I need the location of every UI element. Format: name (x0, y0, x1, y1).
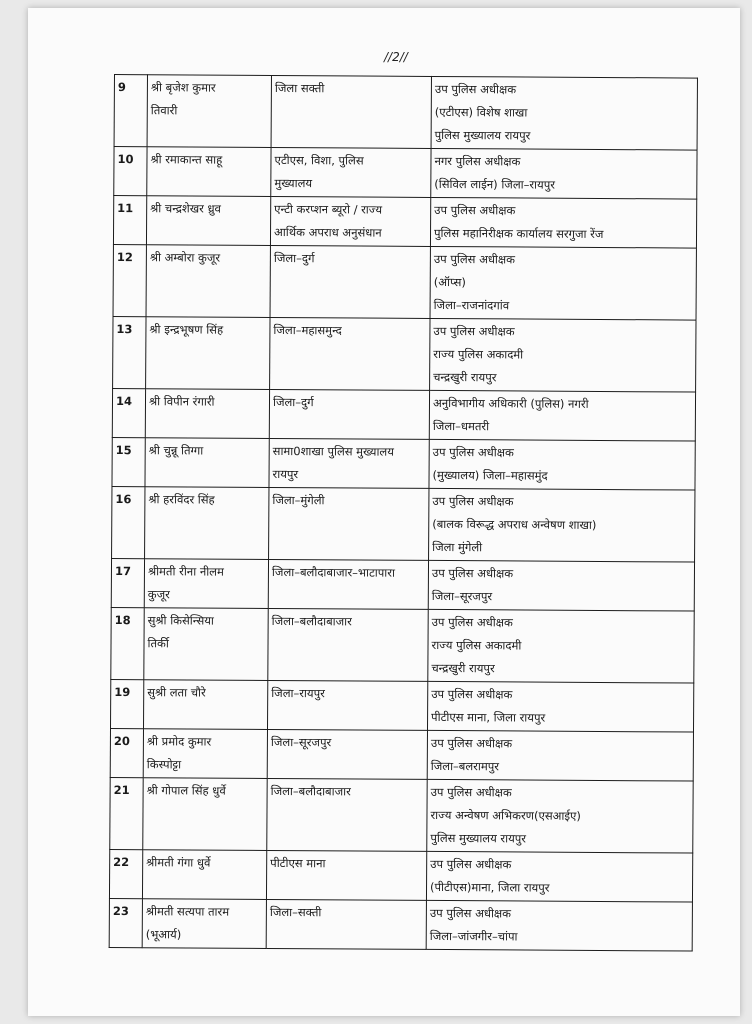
current-posting-cell (270, 317, 430, 390)
current-posting-cell (268, 559, 428, 609)
new-posting-line: उप पुलिस अधीक्षक (432, 444, 514, 460)
officer-name-line: श्री प्रमोद कुमार (146, 734, 212, 749)
table-row (109, 849, 692, 902)
new-posting-cell (428, 560, 694, 611)
new-posting-line: उप पुलिस अधीक्षक (430, 856, 512, 872)
serial-number: 9 (114, 75, 147, 147)
new-posting-line: जिला–जांजगीर–चांपा (429, 928, 518, 944)
current-posting-line: जिला–मुंगेली (272, 492, 325, 508)
officer-name-line: (भूआर्य) (145, 927, 182, 942)
officer-name-cell (144, 559, 268, 609)
new-posting-line: राज्य पुलिस अकादमी (433, 346, 524, 362)
new-posting-line: (पीटीएस)माना, जिला रायपुर (429, 879, 550, 895)
current-posting-line: जिला–सूरजपुर (270, 734, 332, 750)
table-row (112, 388, 695, 441)
new-posting-line: चन्द्रखुरी रायपुर (433, 369, 497, 385)
current-posting-line: जिला–दुर्ग (272, 394, 314, 410)
new-posting-line: (एटीएस) विशेष शाखा (434, 104, 528, 120)
new-posting-cell (427, 730, 693, 781)
new-posting-line: पुलिस मुख्यालय रायपुर (434, 127, 531, 143)
new-posting-line: राज्य पुलिस अकादमी (431, 637, 522, 653)
officer-name-cell (147, 147, 271, 197)
table-row (111, 607, 694, 683)
new-posting-cell (430, 246, 696, 320)
officer-name-line: श्रीमती गंगा धुर्वे (146, 855, 211, 870)
new-posting-line: जिला–बलरामपुर (430, 758, 500, 774)
officer-name-line: श्री रमाकान्त साहू (150, 152, 223, 167)
table-row (112, 437, 695, 490)
table-row (110, 777, 693, 853)
new-posting-line: उप पुलिस अधीक्षक (431, 686, 513, 702)
new-posting-line: (मुख्यालय) जिला–महासमुंद (432, 467, 548, 483)
table-row (113, 244, 696, 320)
new-posting-line: उप पुलिस अधीक्षक (430, 784, 512, 800)
table-row (111, 679, 694, 732)
officer-name-line: श्री अम्बोरा कुजूर (149, 250, 221, 265)
new-posting-line: उप पुलिस अधीक्षक (431, 565, 514, 581)
new-posting-cell (431, 76, 697, 150)
officer-name-line: श्री बृजेश कुमार (150, 80, 216, 95)
new-posting-line: उप पुलिस अधीक्षक (432, 493, 514, 509)
new-posting-line: (बालक विरूद्ध अपराध अन्वेषण शाखा) (432, 516, 597, 532)
officer-name-cell (145, 487, 269, 560)
officer-name-line: श्रीमती सत्यपा तारम (145, 904, 230, 919)
current-posting-line: जिला–रायपुर (271, 685, 325, 701)
officer-name-line: श्री विपीन रंगारी (148, 394, 215, 409)
officer-name-line: श्री हरविंदर सिंह (148, 492, 215, 507)
officer-name-cell (146, 317, 270, 390)
new-posting-line: पुलिस मुख्यालय रायपुर (430, 830, 527, 846)
current-posting-cell (268, 608, 428, 681)
transfer-table-body (109, 75, 697, 952)
current-posting-line: एन्टी करप्शन ब्यूरो / राज्य (274, 201, 383, 217)
new-posting-line: उप पुलिस अधीक्षक (429, 905, 512, 921)
current-posting-cell (271, 147, 431, 197)
table-row (113, 316, 696, 392)
officer-name-line: श्री चन्द्रशेखर ध्रुव (150, 201, 222, 216)
current-posting-line: जिला–बलौदाबाजार (271, 613, 352, 629)
new-posting-cell (429, 390, 695, 441)
current-posting-line: जिला सक्ती (274, 80, 325, 96)
officer-name-line: सुश्री लता चौरे (147, 685, 206, 700)
officer-name-line: किस्पोट्टा (146, 757, 182, 772)
current-posting-cell (267, 729, 427, 779)
new-posting-cell (430, 318, 696, 392)
current-posting-cell (269, 438, 429, 488)
current-posting-cell (266, 850, 426, 900)
current-posting-line: मुख्यालय (274, 175, 313, 191)
new-posting-line: उप पुलिस अधीक्षक (433, 323, 515, 339)
serial-number: 18 (111, 607, 144, 679)
new-posting-cell (427, 779, 693, 853)
current-posting-line: जिला–महासमुन्द (273, 322, 342, 338)
new-posting-cell (430, 197, 696, 248)
current-posting-line: सामा0शाखा पुलिस मुख्यालय (272, 443, 394, 459)
current-posting-line: रायपुर (272, 466, 299, 482)
current-posting-line: एटीएस, विशा, पुलिस (274, 152, 364, 168)
serial-number: 12 (113, 244, 146, 316)
new-posting-line: जिला–सूरजपुर (431, 588, 493, 604)
new-posting-cell (426, 900, 692, 951)
serial-number: 11 (113, 196, 146, 245)
table-row (113, 196, 696, 249)
current-posting-cell (267, 680, 427, 730)
officer-name-line: तिर्की (147, 636, 169, 651)
current-posting-cell (266, 899, 426, 949)
new-posting-line: पीटीएस माना, जिला रायपुर (431, 709, 546, 725)
new-posting-line: उप पुलिस अधीक्षक (433, 251, 516, 267)
new-posting-line: अनुविभागीय अधिकारी (पुलिस) नगरी (432, 395, 589, 411)
new-posting-cell (426, 851, 692, 902)
new-posting-line: उप पुलिस अधीक्षक (434, 202, 516, 218)
officer-name-cell (147, 75, 271, 148)
new-posting-cell (429, 439, 695, 490)
serial-number: 19 (111, 679, 144, 728)
new-posting-cell (431, 148, 697, 199)
serial-number: 20 (110, 728, 143, 777)
serial-number: 17 (111, 558, 144, 607)
new-posting-line: (ऑप्स) (433, 274, 466, 290)
page-number: //2// (384, 50, 408, 64)
new-posting-cell (427, 681, 693, 732)
officer-name-line: श्रीमती रीना नीलम (147, 564, 224, 579)
serial-number: 16 (112, 486, 145, 558)
serial-number: 21 (110, 777, 143, 849)
current-posting-cell (270, 196, 430, 246)
new-posting-line: राज्य अन्वेषण अभिकरण(एसआईए) (430, 807, 581, 823)
new-posting-line: उप पुलिस अधीक्षक (434, 81, 517, 97)
officer-name-line: सुश्री किसेन्सिया (147, 613, 214, 628)
new-posting-line: चन्द्रखुरी रायपुर (431, 660, 495, 676)
current-posting-cell (270, 245, 430, 318)
officer-name-cell (145, 438, 269, 488)
new-posting-line: जिला–राजनांदगांव (433, 297, 510, 313)
serial-number: 13 (113, 316, 146, 388)
current-posting-line: जिला–दुर्ग (273, 250, 315, 266)
table-row (111, 558, 694, 611)
current-posting-line: जिला–सक्ती (269, 904, 322, 920)
serial-number: 23 (109, 898, 142, 947)
current-posting-line: पीटीएस माना (270, 855, 326, 871)
officer-name-cell (145, 389, 269, 439)
serial-number: 10 (114, 147, 147, 196)
serial-number: 14 (112, 388, 145, 437)
officer-name-cell (143, 778, 267, 851)
current-posting-line: जिला–बलौदाबाजार–भाटापारा (271, 564, 396, 580)
table-row (114, 147, 697, 200)
serial-number: 22 (109, 849, 142, 898)
officer-name-line: श्री इन्द्रभूषण सिंह (149, 322, 224, 337)
new-posting-cell (428, 609, 694, 683)
current-posting-cell (267, 778, 427, 851)
officer-name-cell (142, 899, 266, 949)
new-posting-line: उप पुलिस अधीक्षक (430, 735, 513, 751)
officer-name-cell (142, 850, 266, 900)
officer-name-cell (144, 680, 268, 730)
document-page (28, 8, 740, 1016)
officer-name-cell (146, 245, 270, 318)
officer-name-cell (144, 608, 268, 681)
table-row (109, 898, 692, 951)
table-row (110, 728, 693, 781)
officer-name-line: श्री चुन्नू तिग्गा (148, 443, 204, 458)
table-row (114, 75, 697, 151)
transfer-table (109, 74, 698, 952)
new-posting-line: जिला–धमतरी (432, 418, 490, 434)
new-posting-line: नगर पुलिस अधीक्षक (434, 153, 521, 169)
officer-name-cell (146, 196, 270, 246)
new-posting-line: (सिविल लाईन) जिला–रायपुर (434, 176, 556, 192)
current-posting-cell (269, 389, 429, 439)
current-posting-cell (271, 75, 431, 148)
officer-name-cell (143, 729, 267, 779)
new-posting-line: उप पुलिस अधीक्षक (431, 614, 513, 630)
officer-name-line: कुजूर (147, 587, 170, 602)
new-posting-line: जिला मुंगेली (432, 539, 483, 555)
table-row (112, 486, 695, 562)
officer-name-line: तिवारी (150, 103, 178, 118)
new-posting-line: पुलिस महानिरीक्षक कार्यालय सरगुजा रेंज (433, 225, 604, 241)
officer-name-line: श्री गोपाल सिंह धुर्वे (146, 783, 226, 798)
current-posting-line: आर्थिक अपराध अनुसंधान (273, 224, 382, 240)
current-posting-line: जिला–बलौदाबाजार (270, 783, 351, 799)
current-posting-cell (269, 487, 429, 560)
serial-number: 15 (112, 437, 145, 486)
new-posting-cell (429, 488, 695, 562)
